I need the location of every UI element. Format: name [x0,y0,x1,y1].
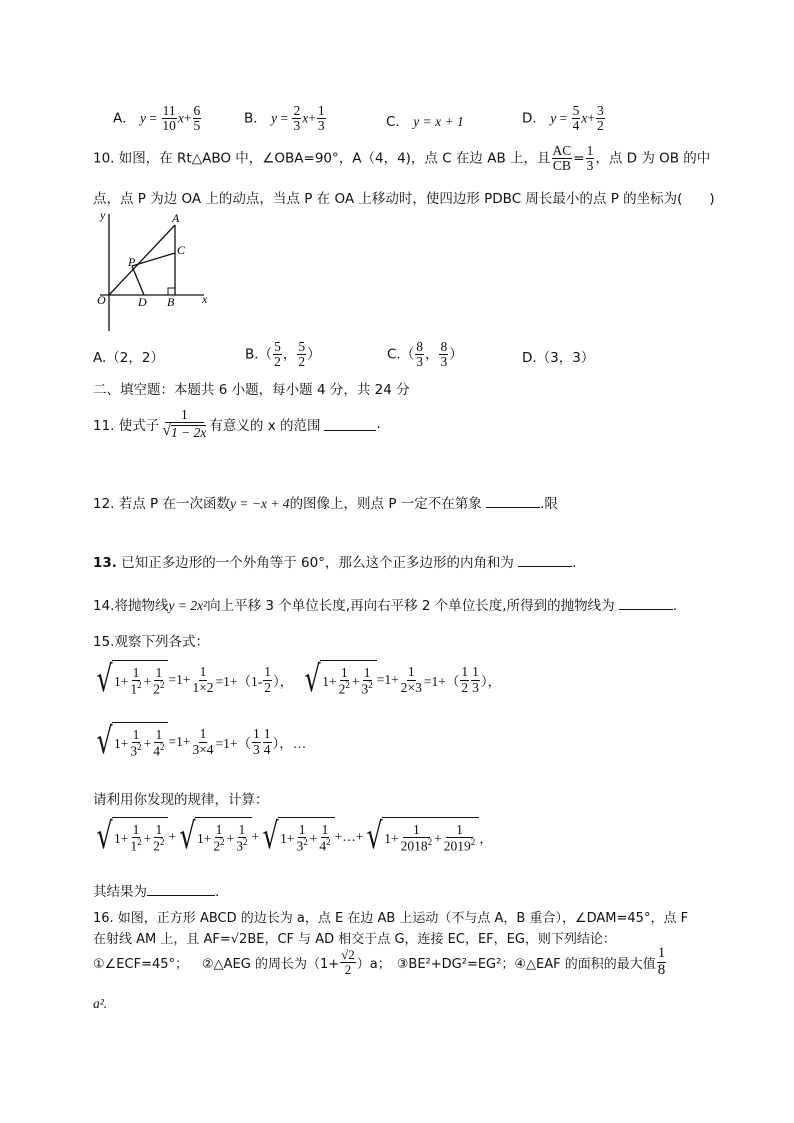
q13: 13. 已知正多边形的一个外角等于 60°，那么这个正多边形的内角和为 . [93,555,577,571]
label-c: C [177,243,186,257]
label-x: x [202,292,208,306]
q10-figure [92,206,217,336]
q15-formula-row2: √ 1+ $\frac{1}{3^2}$ + $\frac{1}{4^2}$ =1+ $\frac{1}{3\times 4}$ =1+（ $\frac{1}{3}$ $\frac{1}{4}$ ），… [96,721,307,762]
label-o: O [97,293,106,307]
segment-pd [132,266,144,295]
q10-line1: 10. 如图，在 Rt△ABO 中，∠OBA=90°，A（4，4)，点 C 在边 AB 上，且 $\frac{AC}{CB}$ = $\frac{1}{3}$ ，点 D 为 OB 的中 [93,143,711,174]
q10-option-b: B.（ $\frac{5}{2}$ ， $\frac{5}{2}$ ） [245,339,321,370]
q12: 12. 若点 P 在一次函数y = −x + 4的图像上，则点 P 一定不在第象 .限 [93,496,558,512]
q14: 14.将抛物线y = 2x²向上平移 3 个单位长度,再向右平移 2 个单位长度,所得到的抛物线为 . [93,598,678,614]
segment-oa [109,225,175,295]
q11-answer-blank[interactable] [324,416,376,431]
q9-option-a: A． y = $\frac{11}{10}$ x+ $\frac{6}{5}$ [113,103,201,134]
q15-prompt: 请利用你发现的规律，计算： [93,792,269,808]
section-heading: 二、填空题：本题共 6 小题，每小题 4 分，共 24 分 [93,382,410,398]
q9-option-c: C． y = x + 1 [386,114,464,130]
label-y: y [100,208,106,222]
label-d: D [138,295,147,309]
label-a: A [172,211,180,225]
right-angle-mark [168,288,175,295]
q16-line1: 16. 如图，正方形 ABCD 的边长为 a，点 E 在边 AB 上运动（不与点 A，B 重合），∠DAM=45°，点 F [93,911,689,926]
q15-result: 其结果为 . [93,884,220,900]
q10-option-a: A.（2，2） [93,350,164,366]
label-b: B [167,295,175,309]
q16-line2: 在射线 AM 上，且 AF=√2BE，CF 与 AD 相交于点 G，连接 EC，EF，EG，则下列结论： [93,932,616,947]
q15-sum-expression: √ 1+ $\frac{1}{1^2}$ + $\frac{1}{2^2}$ + √ 1+ $\frac{1}{2^2}$ + $\frac{1}{3^2}$ + √ 1+ $\frac{1}{3^2}$ + $\frac{1}{4^2}$ +…+ √ 1+ $\frac{1}{2018^2}$ + $\frac{1}{2019^2}$ ， [96,816,493,857]
q10-line2: 点，点 P 为边 OA 上的动点，当点 P 在 OA 上移动时，使四边形 PDBC 周长最小的点 P 的坐标为( ) [93,191,715,207]
q9-option-d: D． y = $\frac{5}{4}$ x+ $\frac{3}{2}$ [522,103,604,134]
label-p: P [128,255,136,269]
q9-option-b: B． y = $\frac{2}{3}$ x+ $\frac{1}{3}$ [244,103,325,134]
q10-option-c: C.（ $\frac{8}{3}$ ， $\frac{8}{3}$ ） [387,339,463,370]
q15-title: 15.观察下列各式： [93,634,209,650]
q14-answer-blank[interactable] [619,597,673,610]
segment-pc [132,253,175,266]
q11: 11. 使式子 1 √ 1 − 2x 有意义的 x 的范围 . [93,407,381,440]
q15-answer-blank[interactable] [147,883,215,896]
q16-line4: a². [93,996,108,1011]
q12-answer-blank[interactable] [486,495,540,508]
q10-option-d: D.（3，3） [522,350,595,366]
q13-answer-blank[interactable] [518,554,572,567]
q15-formula-row1: √ 1+ $\frac{1}{1^2}$ + $\frac{1}{2^2}$ =1+ $\frac{1}{1\times 2}$ =1+（1- $\frac{1}{2}$ ）， √ 1+ $\frac{1}{2^2}$ + $\frac{1}{3^2}$ =1+ $\frac{1}{2\times 3}$ =1+（ $\frac{1}{2}$ $\frac{1}{3}$ ）， [96,659,502,700]
q16-conclusions: ①∠ECF=45°； ②△AEG 的周长为（1+ $\frac{√2}{2}$ ）a； ③BE²+DG²=EG²；④△EAF 的面积的最大值 $\frac{1}{8}$ [93,945,666,978]
